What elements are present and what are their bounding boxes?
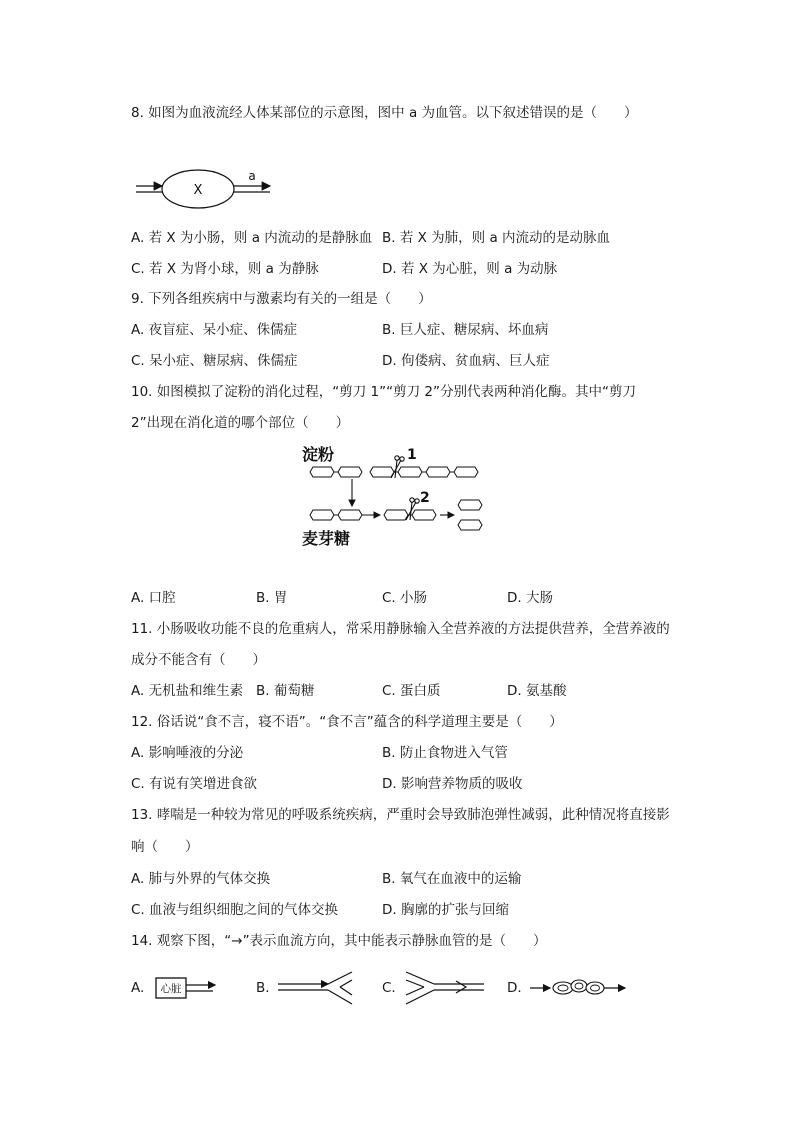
q11-option-d: D. 氨基酸 <box>507 683 567 699</box>
q10-intermediate-chain <box>310 510 362 520</box>
q10-products <box>458 500 482 530</box>
q11-stem-line2: 成分不能含有（ ） <box>131 652 266 668</box>
q12-option-c: C. 有说有笑增进食欲 <box>131 776 258 792</box>
q14-option-c-letter: C. <box>382 980 396 996</box>
q13-stem-line2: 响（ ） <box>131 839 199 855</box>
q12-stem: 12. 俗话说“食不言，寝不语”。“食不言”蕴含的科学道理主要是（ ） <box>131 714 563 730</box>
q10-label-starch: 淀粉 <box>302 445 335 464</box>
q8-option-b: B. 若 X 为肺，则 a 内流动的是动脉血 <box>382 230 611 246</box>
q10-starch-digestion-figure <box>300 442 500 552</box>
q14-heart-label: 心脏 <box>160 983 182 995</box>
q12-option-a: A. 影响唾液的分泌 <box>131 745 244 761</box>
q10-stem-line2: 2”出现在消化道的哪个部位（ ） <box>131 415 350 431</box>
q13-option-c: C. 血液与组织细胞之间的气体交换 <box>131 902 339 918</box>
q13-option-d: D. 胸廓的扩张与回缩 <box>382 902 509 918</box>
q14-option-d-letter: D. <box>507 980 522 996</box>
q8-blood-flow-figure <box>134 165 279 215</box>
q13-stem-line1: 13. 哮喘是一种较为常见的呼吸系统疾病，严重时会导致肺泡弹性减弱，此种情况将直接影 <box>131 807 670 823</box>
q9-option-b: B. 巨人症、糖尿病、坏血病 <box>382 322 549 338</box>
q10-stem-line1: 10. 如图模拟了淀粉的消化过程，“剪刀 1”“剪刀 2”分别代表两种消化酶。其中“剪刀 <box>131 384 636 400</box>
q14-stem: 14. 观察下图，“→”表示血流方向，其中能表示静脉血管的是（ ） <box>131 933 547 949</box>
q9-option-c: C. 呆小症、糖尿病、侏儒症 <box>131 353 298 369</box>
q10-label-2: 2 <box>420 490 430 506</box>
q14-figure-d <box>528 976 628 1000</box>
q12-option-b: B. 防止食物进入气管 <box>382 745 508 761</box>
q11-stem-line1: 11. 小肠吸收功能不良的危重病人，常采用静脉输入全营养液的方法提供营养，全营养液的 <box>131 621 670 637</box>
q8-label-x: X <box>193 183 203 198</box>
q10-label-1: 1 <box>407 447 417 463</box>
q11-option-c: C. 蛋白质 <box>382 683 441 699</box>
q11-option-b: B. 葡萄糖 <box>256 683 315 699</box>
q12-option-d: D. 影响营养物质的吸收 <box>382 776 523 792</box>
q13-option-b: B. 氧气在血液中的运输 <box>382 871 522 887</box>
q8-stem: 8. 如图为血液流经人体某部位的示意图，图中 a 为血管。以下叙述错误的是（ ） <box>131 105 638 121</box>
q8-label-a: a <box>248 169 256 183</box>
q9-option-a: A. 夜盲症、呆小症、侏儒症 <box>131 322 298 338</box>
q9-stem: 9. 下列各组疾病中与激素均有关的一组是（ ） <box>131 291 432 307</box>
q10-label-maltose: 麦芽糖 <box>302 529 351 548</box>
q14-figure-b <box>276 970 356 1006</box>
q10-option-d: D. 大肠 <box>507 590 553 606</box>
q10-option-c: C. 小肠 <box>382 590 428 606</box>
q13-option-a: A. 肺与外界的气体交换 <box>131 871 271 887</box>
q14-figure-a <box>155 976 220 1000</box>
q14-option-b-letter: B. <box>256 980 270 996</box>
q10-option-b: B. 胃 <box>256 590 288 606</box>
q14-option-a-letter: A. <box>131 980 145 996</box>
q8-option-d: D. 若 X 为心脏，则 a 为动脉 <box>382 261 558 277</box>
q14-figure-c <box>404 970 488 1006</box>
q9-option-d: D. 佝偻病、贫血病、巨人症 <box>382 353 550 369</box>
q11-option-a: A. 无机盐和维生素 <box>131 683 244 699</box>
q10-option-a: A. 口腔 <box>131 590 176 606</box>
q8-option-c: C. 若 X 为肾小球，则 a 为静脉 <box>131 261 319 277</box>
q8-option-a: A. 若 X 为小肠，则 a 内流动的是静脉血 <box>131 230 373 246</box>
